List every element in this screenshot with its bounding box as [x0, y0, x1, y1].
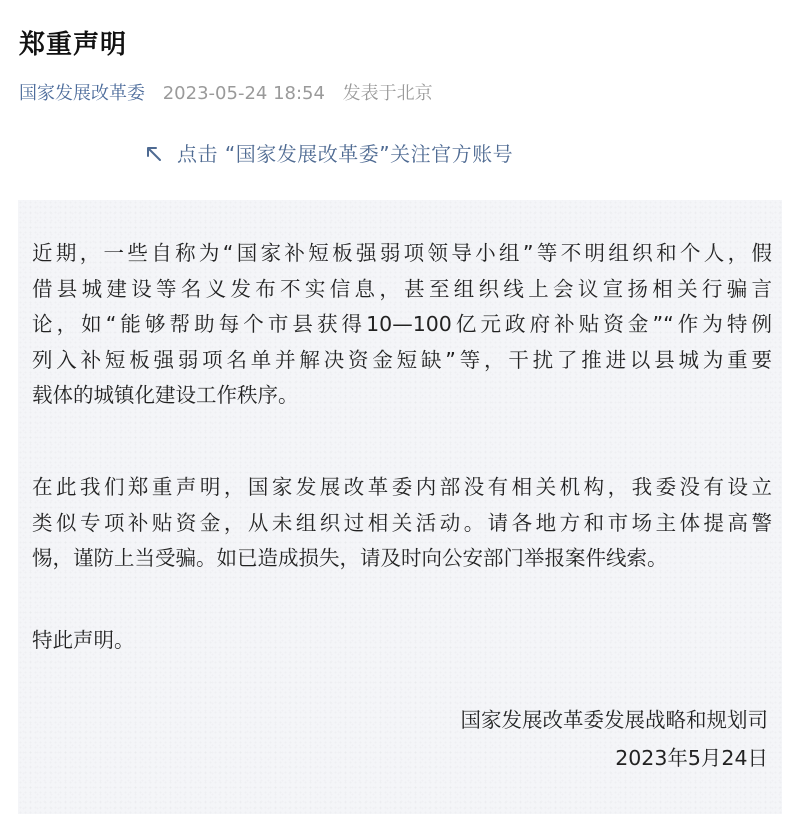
statement-line: 特此声明。 [32, 628, 135, 652]
statement-line: 惕，谨防上当受骗。如已造成损失，请及时向公安部门举报案件线索。 [32, 546, 668, 570]
statement-line: 类似专项补贴资金，从未组织过相关活动。请各地方和市场主体提高警 [32, 510, 772, 535]
statement-image [18, 200, 782, 814]
follow-account-banner[interactable] [145, 138, 513, 167]
article-meta [19, 79, 433, 105]
statement-line: 借县城建设等名义发布不实信息，甚至组织线上会议宣扬相关行骗言 [32, 276, 772, 301]
arrow-up-left-icon [145, 142, 167, 166]
statement-paragraph-2 [32, 470, 772, 577]
statement-line: 近期，一些自称为“国家补短板强弱项领导小组”等不明组织和个人，假 [32, 241, 772, 265]
statement-line: 载体的城镇化建设工作秩序。 [32, 383, 299, 407]
publish-time: 2023-05-24 18:54 [162, 83, 325, 104]
statement-paragraph-1 [32, 236, 772, 414]
statement-line: 列入补短板强弱项名单并解决资金短缺”等，干扰了推进以县城为重要 [32, 347, 772, 372]
statement-line: 论，如“能够帮助每个市县获得10—100亿元政府补贴资金”“作为特例 [32, 312, 772, 336]
signature-date: 2023年5月24日 [615, 746, 768, 770]
follow-banner-text: 点击 “国家发展改革委”关注官方账号 [177, 142, 514, 166]
statement-line: 在此我们郑重声明，国家发展改革委内部没有相关机构，我委没有设立 [32, 475, 772, 499]
statement-paragraph-3 [32, 623, 772, 659]
account-name-link[interactable]: 国家发展改革委 [19, 83, 145, 104]
publish-location: 发表于北京 [342, 83, 433, 104]
signature-organization: 国家发展改革委发展战略和规划司 [460, 708, 768, 732]
article-title: 郑重声明 [19, 30, 128, 60]
